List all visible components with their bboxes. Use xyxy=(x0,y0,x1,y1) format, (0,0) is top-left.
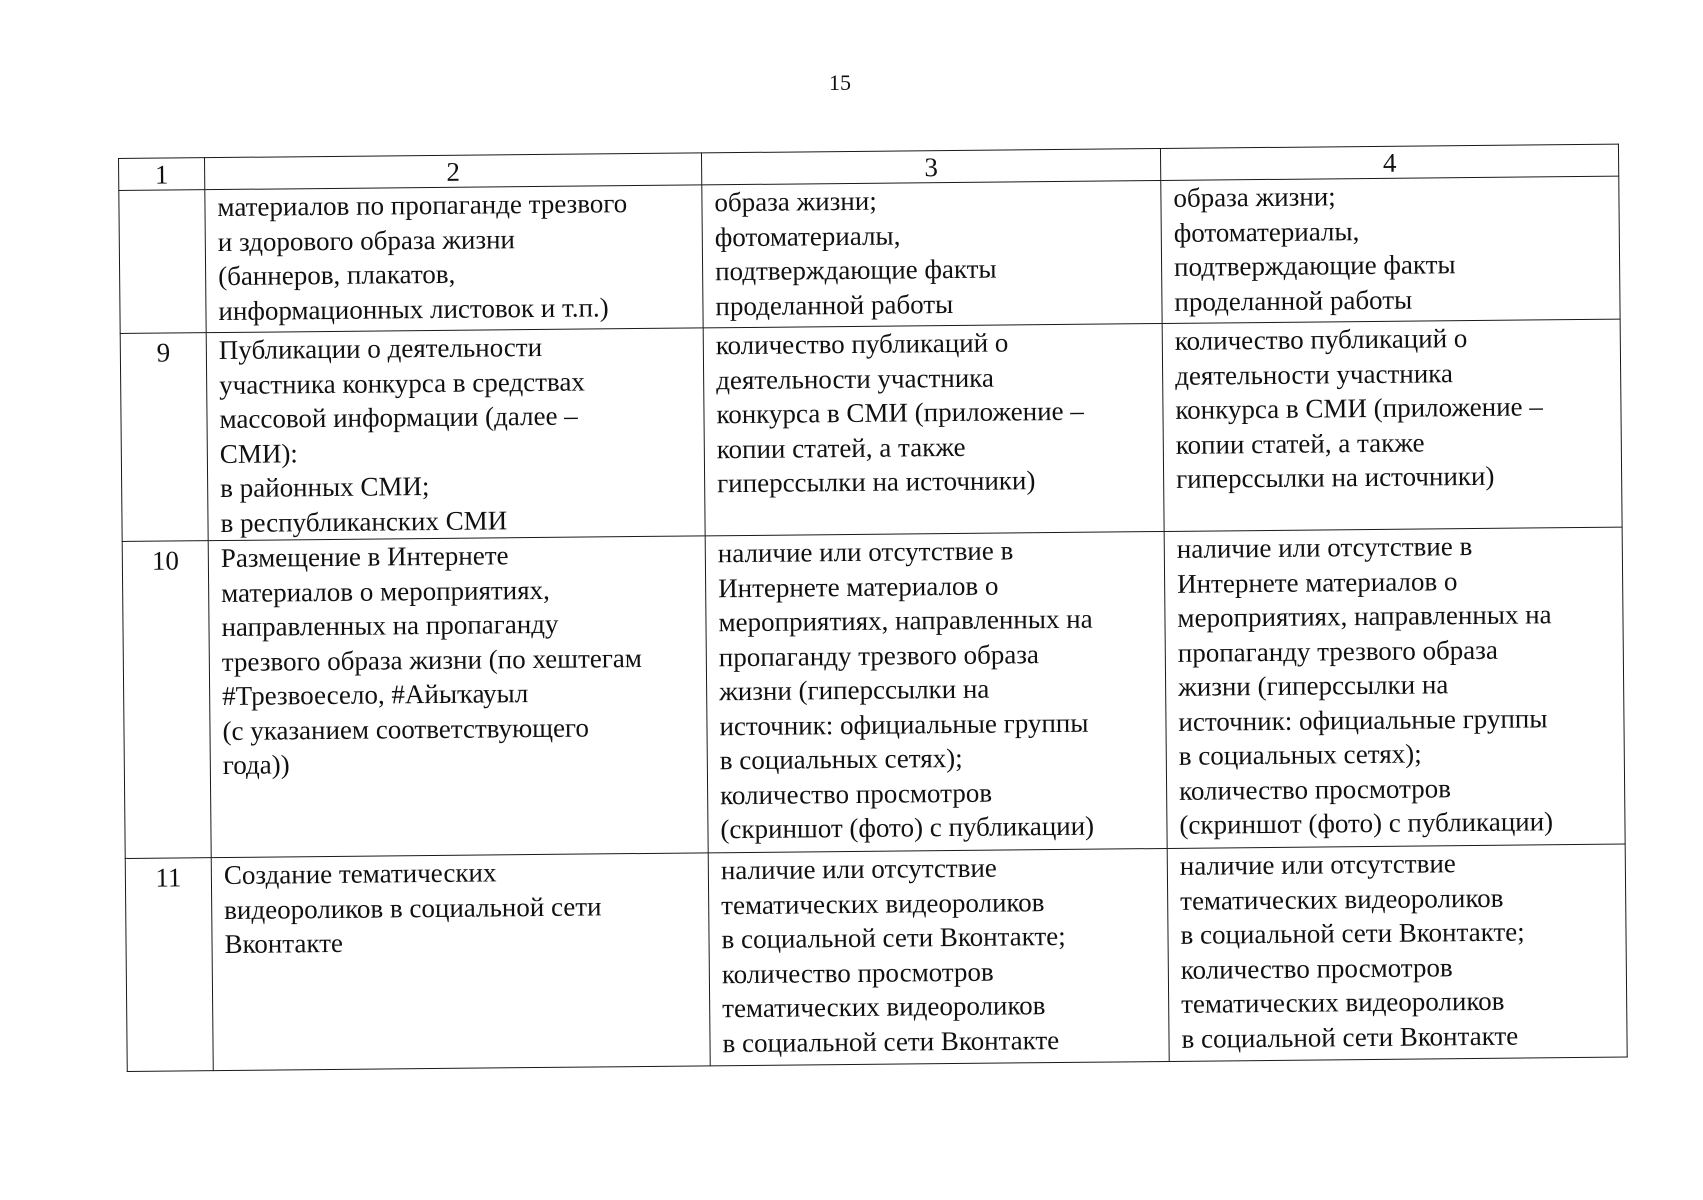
cell-line: в районных СМИ; xyxy=(220,471,430,504)
evidence-cell xyxy=(1161,176,1620,323)
cell-line: в социальных сетях); xyxy=(1178,738,1422,771)
cell-line: фотоматериалы, xyxy=(714,219,901,252)
cell-line: количество публикаций о xyxy=(1174,323,1468,356)
header-cell: 1 xyxy=(119,158,205,191)
row-number-cell: 11 xyxy=(125,858,213,1072)
cell-line: Вконтакте xyxy=(224,927,344,960)
evidence-cell xyxy=(1164,527,1625,848)
cell-line: жизни (гиперссылки на xyxy=(1177,669,1449,702)
cell-line: наличие или отсутствие в xyxy=(717,535,1014,569)
cell-line: в социальной сети Вконтакте; xyxy=(721,920,1066,955)
cell-line: подтверждающие факты xyxy=(714,253,997,287)
cell-line: конкурса в СМИ (приложение – xyxy=(1175,391,1543,425)
cell-line: источник: официальные группы xyxy=(1178,702,1548,737)
cell-line: в социальной сети Вконтакте xyxy=(1181,1020,1519,1054)
cell-line: наличие или отсутствие xyxy=(1179,848,1456,881)
row-number-cell xyxy=(119,190,206,334)
header-cell: 2 xyxy=(205,153,702,190)
cell-line: гиперссылки на источники) xyxy=(1175,460,1495,494)
cell-line: количество просмотров xyxy=(719,777,993,810)
cell-line: трезвого образа жизни (по хештегам xyxy=(221,642,643,677)
cell-line: тематических видеороликов xyxy=(721,886,1045,920)
indicator-cell xyxy=(205,185,703,333)
cell-line: количество просмотров xyxy=(721,956,994,989)
cell-line: года)) xyxy=(222,749,290,781)
cell-line: пропаганду трезвого образа xyxy=(718,638,1040,672)
cell-line: тематических видеороликов xyxy=(722,990,1046,1024)
cell-line: мероприятиях, направленных на xyxy=(1177,599,1552,633)
cell-line: жизни (гиперссылки на xyxy=(719,673,990,707)
cell-line: образа жизни; xyxy=(714,185,877,218)
table-row xyxy=(122,527,1625,858)
cell-line: Интернете материалов о xyxy=(1176,565,1458,599)
cell-line: количество просмотров xyxy=(1180,951,1453,985)
cell-line: проделанной работы xyxy=(1174,284,1413,317)
cell-line: (с указанием соответствующего xyxy=(222,712,590,746)
evidence-cell xyxy=(1167,844,1627,1061)
criteria-table-wrapper xyxy=(118,144,1627,1072)
cell-line: количество просмотров xyxy=(1178,772,1452,806)
row-number-cell: 9 xyxy=(120,333,208,542)
cell-line: направленных на пропаганду xyxy=(221,608,559,643)
cell-line: образа жизни; xyxy=(1173,181,1336,213)
evidence-cell xyxy=(702,180,1162,327)
cell-line: копии статей, а также xyxy=(716,431,966,464)
evidence-cell xyxy=(1162,319,1622,531)
cell-line: и здорового образа жизни xyxy=(217,223,516,257)
indicator-cell xyxy=(211,853,710,1071)
table-row xyxy=(125,844,1627,1071)
cell-line: наличие или отсутствие в xyxy=(1176,531,1473,564)
cell-line: (скриншот (фото) с публикации) xyxy=(1179,806,1554,840)
cell-line: Интернете материалов о xyxy=(718,570,999,603)
cell-line: Создание тематических xyxy=(223,857,497,891)
cell-line: материалов по пропаганде трезвого xyxy=(217,188,628,223)
cell-line: подтверждающие факты xyxy=(1173,249,1456,282)
evidence-cell xyxy=(708,848,1169,1065)
cell-line: деятельности участника xyxy=(716,362,995,395)
table-row xyxy=(119,176,1620,333)
table-row xyxy=(120,319,1622,541)
cell-line: массовой информации (далее – xyxy=(219,400,578,435)
evidence-cell xyxy=(703,323,1164,535)
indicator-cell xyxy=(206,328,705,541)
cell-line: мероприятиях, направленных на xyxy=(718,603,1093,638)
cell-line: копии статей, а также xyxy=(1175,426,1425,460)
cell-line: СМИ): xyxy=(219,437,298,469)
cell-line: деятельности участника xyxy=(1174,357,1454,391)
cell-line: количество публикаций о xyxy=(715,327,1009,361)
row-number-cell: 10 xyxy=(122,541,211,859)
cell-line: конкурса в СМИ (приложение – xyxy=(716,395,1084,430)
cell-line: Размещение в Интернете xyxy=(220,540,509,574)
cell-line: фотоматериалы, xyxy=(1173,215,1360,248)
cell-line: участника конкурса в средствах xyxy=(219,366,585,400)
header-cell: 3 xyxy=(701,148,1160,184)
cell-line: в социальной сети Вконтакте; xyxy=(1180,916,1525,950)
criteria-table xyxy=(118,144,1628,1072)
header-cell: 4 xyxy=(1160,144,1618,180)
evidence-cell xyxy=(705,531,1167,852)
cell-line: источник: официальные группы xyxy=(719,707,1089,741)
cell-line: тематических видеороликов xyxy=(1180,882,1504,916)
cell-line: Публикации о деятельности xyxy=(218,331,543,366)
cell-line: информационных листовок и т.п.) xyxy=(218,291,609,326)
cell-line: в республиканских СМИ xyxy=(220,504,508,538)
cell-line: (скриншот (фото) с публикации) xyxy=(720,810,1095,845)
page-number: 15 xyxy=(829,70,851,95)
cell-line: #Трезвоесело, #Айыҡауыл xyxy=(222,678,529,712)
cell-line: материалов о мероприятиях, xyxy=(221,574,550,608)
cell-line: проделанной работы xyxy=(715,288,954,321)
cell-line: (баннеров, плакатов, xyxy=(217,258,456,292)
cell-line: в социальной сети Вконтакте xyxy=(722,1024,1060,1058)
indicator-cell xyxy=(208,536,708,858)
cell-line: видеороликов в социальной сети xyxy=(224,890,602,925)
cell-line: в социальных сетях); xyxy=(719,742,963,776)
cell-line: пропаганду трезвого образа xyxy=(1177,634,1499,668)
cell-line: гиперссылки на источники) xyxy=(717,465,1036,499)
cell-line: наличие или отсутствие xyxy=(720,852,997,886)
cell-line: тематических видеороликов xyxy=(1181,985,1505,1019)
